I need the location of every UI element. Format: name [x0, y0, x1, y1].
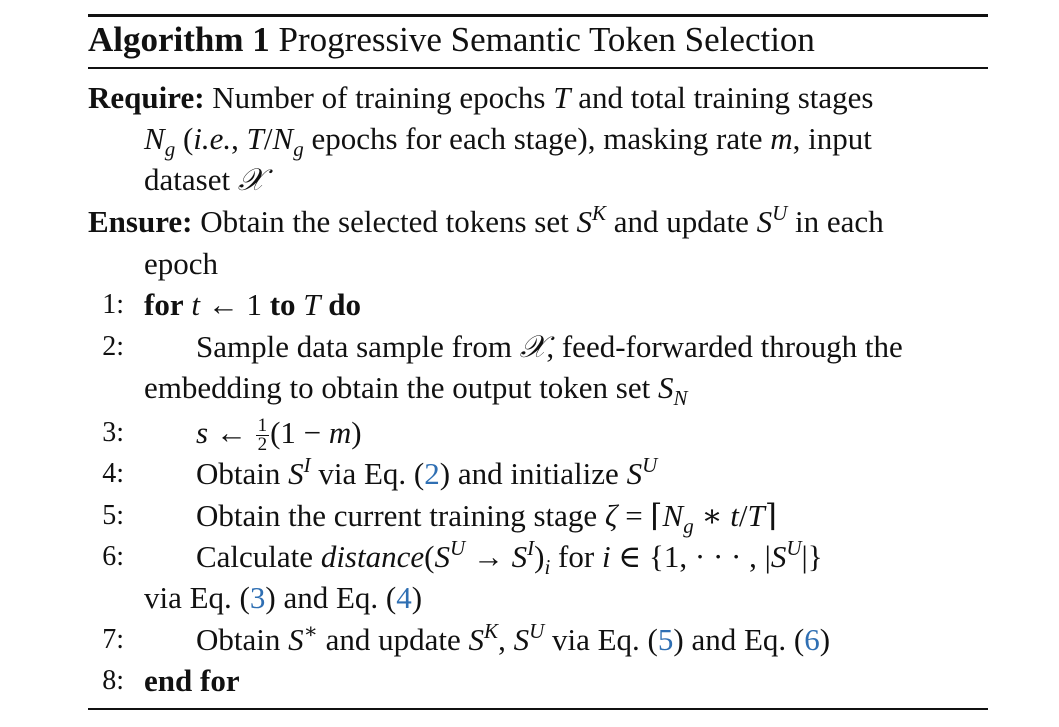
line-number: 1: — [102, 289, 124, 320]
require-line-2: $N_g$ (i.e., $T/N_g$ epochs for each stage), masking rate m, input — [144, 121, 872, 161]
line-number: 8: — [102, 665, 124, 696]
fraction-half: $\frac{1}{2}$ — [257, 415, 268, 456]
step-7: Obtain S∗ and update $S^K$, $S^U$ via Eq. (5) and Eq. (6) — [196, 619, 831, 657]
require-label: Require: — [88, 80, 205, 115]
title-rule — [88, 67, 988, 69]
require-line-1: Require: Number of training epochs T and total training stages — [88, 80, 874, 115]
line-number: 7: — [102, 624, 124, 655]
eq-ref-5[interactable]: 5 — [657, 622, 674, 657]
eq-ref-3[interactable]: 3 — [249, 580, 266, 615]
require-line-3: dataset 𝒳 — [144, 162, 265, 197]
line-number: 5: — [102, 500, 124, 531]
step-6-cont: via Eq. (3) and Eq. (4) — [144, 580, 423, 615]
algorithm-title — [88, 17, 815, 63]
eq-ref-2[interactable]: 2 — [424, 456, 440, 491]
step-5: Obtain the current training stage $\zeta = ⌈N_g$ ∗ t/T⌉ — [196, 498, 777, 538]
ensure-line-1: Ensure: Obtain the selected tokens set $S^K$ and update $S^U$ in each — [88, 201, 884, 239]
step-8: end for — [144, 663, 240, 698]
bottom-rule — [88, 708, 988, 710]
algorithm-label: Algorithm 1 — [88, 20, 270, 59]
ensure-label: Ensure: — [88, 204, 193, 239]
step-6: Calculate $distance(S^U \to S^I)_i$ for i ∈ {1, · · · , $|S^U|$} — [196, 536, 823, 579]
step-2: Sample data sample from 𝒳, feed-forwarded through the — [196, 329, 903, 364]
eq-ref-4[interactable]: 4 — [396, 580, 412, 615]
line-number: 4: — [102, 458, 124, 489]
step-4: Obtain $S^I$ via Eq. (2) and initialize $S^U$ — [196, 453, 658, 491]
algorithm-name: Progressive Semantic Token Selection — [278, 20, 815, 59]
eq-ref-6[interactable]: 6 — [804, 622, 820, 657]
step-1: for t ← 1 to T do — [144, 287, 362, 322]
algorithm-block — [88, 0, 988, 727]
line-number: 6: — [102, 541, 124, 572]
ensure-line-2: epoch — [144, 246, 219, 281]
step-2-cont: embedding to obtain the output token set $S_N$ — [144, 370, 688, 410]
line-number: 3: — [102, 417, 124, 448]
step-3: s ← $\frac{1}{2}$ (1 − m) — [196, 415, 362, 456]
line-number: 2: — [102, 331, 124, 362]
